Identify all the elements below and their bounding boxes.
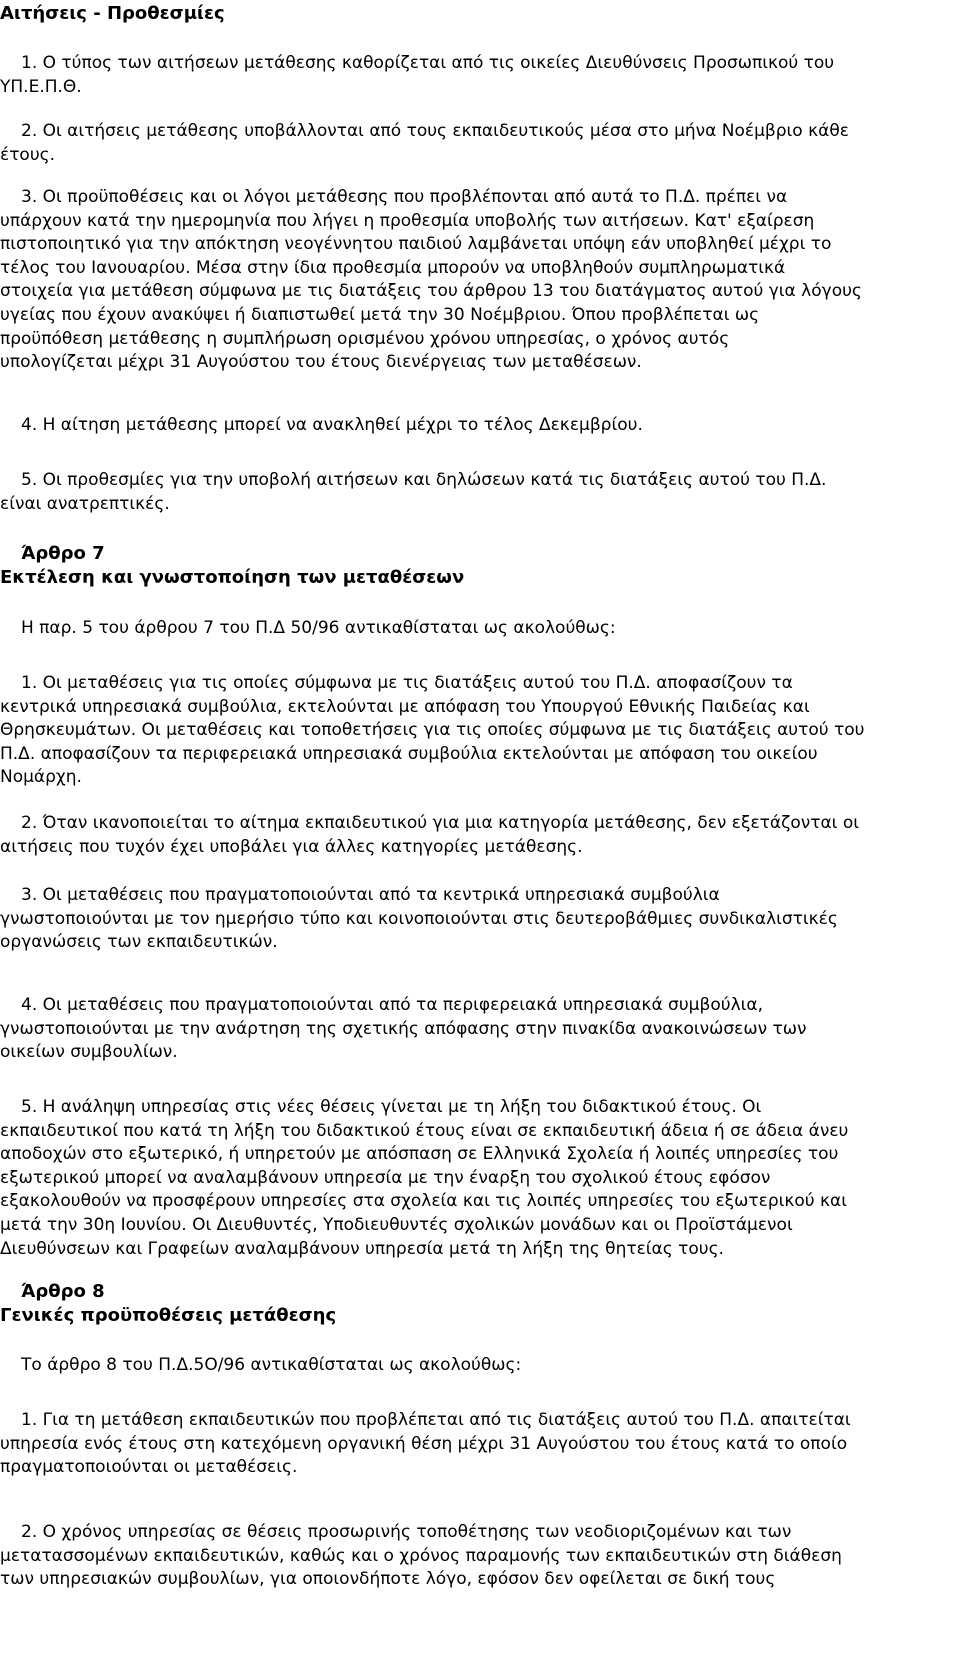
text-line: Θρησκευμάτων. Οι μεταθέσεις και τοποθετήσεις για τις οποίες σύμφωνα με τις διατάξεις αυτού του [0,720,865,741]
text-line: των υπηρεσιακών συμβουλίων, για οποιονδήποτε λόγο, εφόσον δεν οφείλεται σε δική τους [0,1569,776,1590]
paragraph-5 [0,469,960,516]
article-8-paragraph-2 [0,1521,960,1592]
text-line: αποδοχών στο εξωτερικό, ή υπηρετούν με απόσπαση σε Ελληνικά Σχολεία ή λοιπές υπηρεσίες του [0,1144,839,1165]
article-7-paragraph-5 [0,1096,960,1261]
article-title: Εκτέλεση και γνωστοποίηση των μεταθέσεων [0,566,465,588]
paragraph-1 [0,52,960,99]
paragraph-2 [0,120,960,167]
text-line: οικείων συμβουλίων. [0,1042,178,1063]
text-line: Η παρ. 5 του άρθρου 7 του Π.Δ 50/96 αντικαθίσταται ως ακολούθως: [21,618,616,638]
article-7-paragraph-1 [0,672,960,790]
text-line: ΥΠ.Ε.Π.Θ. [0,76,82,97]
text-line: τέλος του Ιανουαρίου. Μέσα στην ίδια προθεσμία μπορούν να υποβληθούν συμπληρωματικά [0,257,786,278]
text-line: προϋπόθεση μετάθεσης η συμπλήρωση ορισμένου χρόνου υπηρεσίας, ο χρόνος αυτός [0,328,730,349]
text-line: 1. Ο τύπος των αιτήσεων μετάθεσης καθορίζεται από τις οικείες Διευθύνσεις Προσωπικού του [21,53,835,73]
text-line: εκπαιδευτικοί που κατά τη λήξη του διδακτικού έτους είναι σε εκπαιδευτική άδεια ή σε άδεια άνευ [0,1120,849,1141]
text-line: εξακολουθούν να προσφέρουν υπηρεσίες στα σχολεία και τις λοιπές υπηρεσίες του εξωτερικού και [0,1191,847,1212]
text-line: οργανώσεις των εκπαιδευτικών. [0,932,278,953]
text-line: 1. Οι μεταθέσεις για τις οποίες σύμφωνα με τις διατάξεις αυτού του Π.Δ. αποφασίζουν τα [21,673,793,693]
text-line: Π.Δ. αποφασίζουν τα περιφερειακά υπηρεσιακά συμβούλια εκτελούνται με απόφαση του οικείου [0,743,818,764]
article-title: Γενικές προϋποθέσεις μετάθεσης [0,1304,337,1326]
text-line: πιστοποιητικό για την απόκτηση νεογέννητου παιδιού λαμβάνεται υπόψη εάν υποβληθεί μέχρι το [0,234,832,255]
text-line: υπάρχουν κατά την ημερομηνία που λήγει η προθεσμία υποβολής των αιτήσεων. Κατ' εξαίρεση [0,210,815,231]
article-8-intro [0,1354,960,1378]
page-title: Αιτήσεις - Προθεσμίες [0,3,225,24]
text-line: εξωτερικού μπορεί να αναλαμβάνουν υπηρεσία με την έναρξη του σχολικού έτους εφόσον [0,1167,771,1188]
text-line: υπηρεσία ενός έτους στη κατεχόμενη οργανική θέση μέχρι 31 Αυγούστου του έτους κατά το οποίο [0,1433,848,1454]
article-8-heading [0,1280,336,1327]
text-line: γνωστοποιούνται με την ανάρτηση της σχετικής απόφασης στην πινακίδα ανακοινώσεων των [0,1018,807,1039]
text-line: αιτήσεις που τυχόν έχει υποβάλει για άλλες κατηγορίες μετάθεσης. [0,836,583,857]
text-line: υπολογίζεται μέχρι 31 Αυγούστου του έτους διενέργειας των μεταθέσεων. [0,352,642,373]
text-line: έτους. [0,144,56,165]
text-line: 2. Όταν ικανοποιείται το αίτημα εκπαιδευτικού για μια κατηγορία μετάθεσης, δεν εξετάζονται οι [21,813,859,833]
paragraph-3 [0,186,960,375]
text-line: Διευθύνσεων και Γραφείων αναλαμβάνουν υπηρεσία μετά τη λήξη της θητείας τους. [0,1238,724,1259]
article-7-intro [0,617,960,641]
text-line: 4. Η αίτηση μετάθεσης μπορεί να ανακληθεί μέχρι το τέλος Δεκεμβρίου. [21,415,643,435]
text-line: 5. Οι προθεσμίες για την υποβολή αιτήσεων και δηλώσεων κατά τις διατάξεις αυτού του Π.Δ. [21,470,827,490]
text-line: είναι ανατρεπτικές. [0,493,170,514]
article-7-paragraph-4 [0,994,960,1065]
text-line: μετατασσομένων εκπαιδευτικών, καθώς και ο χρόνος παραμονής των εκπαιδευτικών στη διάθεση [0,1545,842,1566]
article-number: Άρθρο 7 [21,543,105,564]
text-line: γνωστοποιούνται με τον ημερήσιο τύπο και κοινοποιούνται στις δευτεροβάθμιες συνδικαλιστικές [0,908,838,929]
article-7-paragraph-3 [0,884,960,955]
text-line: 3. Οι προϋποθέσεις και οι λόγοι μετάθεσης που προβλέπονται από αυτά το Π.Δ. πρέπει να [21,187,788,207]
text-line: μετά την 30η Ιουνίου. Οι Διευθυντές, Υποδιευθυντές σχολικών μονάδων και οι Προϊστάμενοι [0,1214,793,1235]
paragraph-4 [0,414,960,438]
text-line: κεντρικά υπηρεσιακά συμβούλια, εκτελούνται με απόφαση του Υπουργού Εθνικής Παιδείας και [0,696,810,717]
article-7-heading [0,542,464,589]
text-line: 3. Οι μεταθέσεις που πραγματοποιούνται από τα κεντρικά υπηρεσιακά συμβούλια [21,885,720,905]
text-line: υγείας που έχουν ανακύψει ή διαπιστωθεί μετά την 30 Νοέμβριου. Όπου προβλέπεται ως [0,304,760,325]
text-line: 5. Η ανάληψη υπηρεσίας στις νέες θέσεις γίνεται με τη λήξη του διδακτικού έτους. Οι [21,1097,762,1117]
text-line: Νομάρχη. [0,767,82,788]
text-line: 4. Οι μεταθέσεις που πραγματοποιούνται από τα περιφερειακά υπηρεσιακά συμβούλια, [21,995,763,1015]
text-line: 1. Για τη μετάθεση εκπαιδευτικών που προβλέπεται από τις διατάξεις αυτού του Π.Δ. απαιτείται [21,1410,851,1430]
text-line: 2. Οι αιτήσεις μετάθεσης υποβάλλονται από τους εκπαιδευτικούς μέσα στο μήνα Νοέμβριο κάθε [21,121,849,141]
article-7-paragraph-2 [0,812,960,859]
article-number: Άρθρο 8 [21,1281,105,1302]
text-line: 2. Ο χρόνος υπηρεσίας σε θέσεις προσωρινής τοποθέτησης των νεοδιοριζομένων και των [21,1522,792,1542]
text-line: πραγματοποιούνται οι μεταθέσεις. [0,1457,298,1478]
article-8-paragraph-1 [0,1409,960,1480]
text-line: στοιχεία για μετάθεση σύμφωνα με τις διατάξεις του άρθρου 13 του διατάγματος αυτού για λόγους [0,281,862,302]
text-line: Το άρθρο 8 του Π.Δ.5Ο/96 αντικαθίσταται ως ακολούθως: [21,1355,522,1375]
